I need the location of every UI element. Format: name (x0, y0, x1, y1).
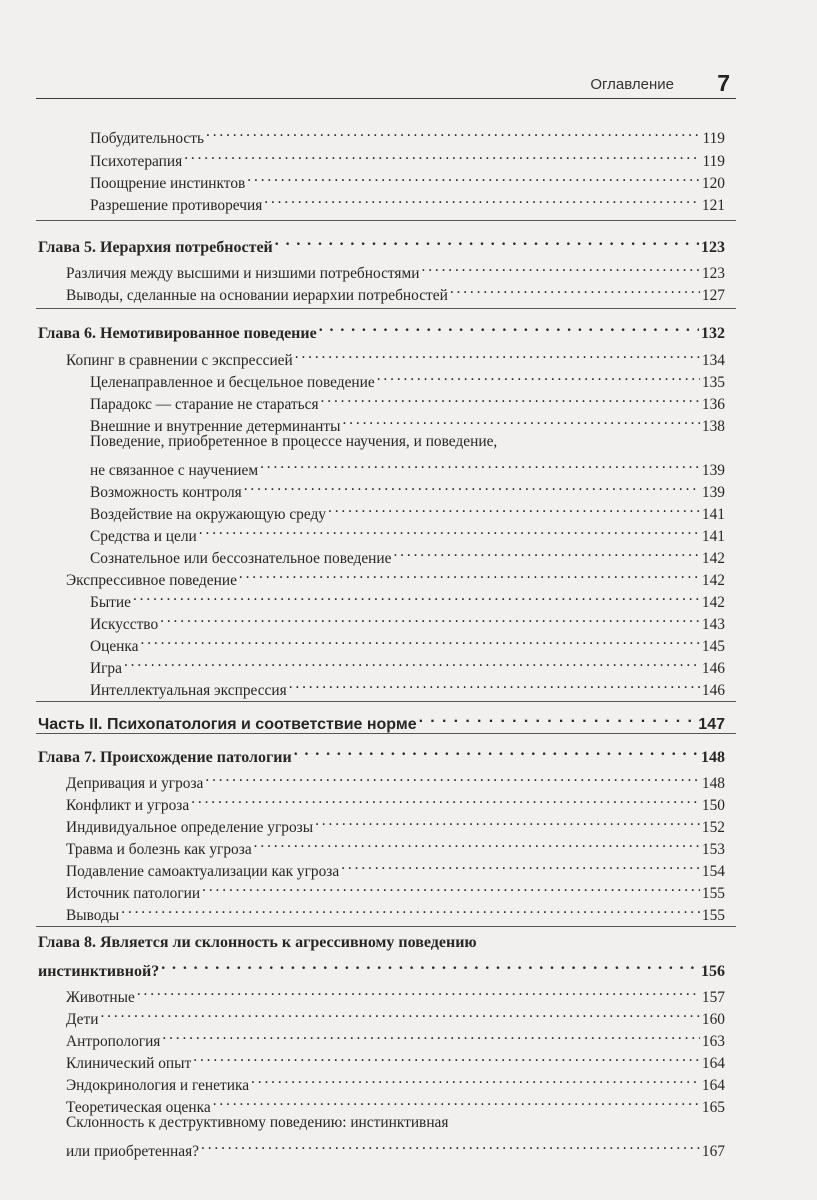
toc-entry[interactable] (66, 876, 725, 902)
toc-entry-title: Психотерапия (90, 153, 183, 170)
toc-entry-page: 148 (701, 749, 725, 766)
toc-leader (260, 453, 700, 475)
toc-entry-title: Травма и болезнь как угроза (66, 841, 252, 858)
toc-entry[interactable] (90, 365, 725, 391)
toc-entry[interactable] (66, 1090, 725, 1116)
toc-entry-page: 123 (701, 265, 725, 282)
toc-entry-title: Выводы (66, 907, 120, 924)
toc-leader (205, 766, 700, 788)
toc-entry-page: 147 (698, 716, 725, 733)
divider (36, 733, 736, 734)
toc-leader (202, 876, 700, 898)
toc-entry[interactable] (90, 673, 725, 699)
toc-entry-title: Возможность контроля (90, 484, 242, 501)
toc-leader (247, 166, 700, 188)
toc-leader (264, 188, 700, 210)
divider (36, 220, 736, 221)
toc-leader (199, 519, 700, 541)
toc-leader (419, 707, 697, 729)
toc-chapter-title: Глава 7. Происхождение патологии (38, 749, 292, 766)
toc-leader (341, 854, 700, 876)
toc-chapter-title: Глава 5. Иерархия потребностей (38, 239, 273, 256)
toc-chapter[interactable] (38, 316, 725, 342)
toc-entry[interactable] (90, 541, 725, 567)
toc-leader (289, 673, 700, 695)
toc-entry-title: Сознательное или бессознательное поведение (90, 550, 392, 567)
toc-entry-title: Источник патологии (66, 885, 201, 902)
toc-entry-title: Дети (66, 1011, 99, 1028)
toc-entry-page: 136 (701, 396, 725, 413)
toc-entry-page: 155 (701, 907, 725, 924)
toc-leader (100, 1002, 699, 1024)
toc-leader (321, 387, 700, 409)
toc-leader (206, 121, 700, 143)
page-number: 7 (717, 70, 730, 96)
toc-entry-title: Клинический опыт (66, 1055, 192, 1072)
toc-entry-title: Интеллектуальная экспрессия (90, 682, 287, 699)
toc-entry-page: 165 (701, 1099, 725, 1116)
toc-leader (244, 475, 700, 497)
toc-leader (275, 230, 699, 252)
toc-entry[interactable] (90, 519, 725, 545)
toc-leader (191, 788, 700, 810)
toc-entry-title: Антропология (66, 1033, 161, 1050)
toc-entry-page: 119 (702, 153, 725, 170)
toc-entry[interactable] (90, 409, 725, 435)
toc-entry[interactable] (90, 497, 725, 523)
toc-entry-page: 152 (701, 819, 725, 836)
toc-entry[interactable] (66, 766, 725, 792)
toc-entry-page: 139 (701, 462, 725, 479)
toc-entry[interactable] (90, 166, 725, 192)
toc-entry-page: 135 (701, 374, 725, 391)
toc-leader (294, 740, 699, 762)
toc-entry[interactable] (90, 188, 725, 214)
toc-entry[interactable] (90, 144, 725, 170)
toc-entry-page: 142 (701, 572, 725, 589)
toc-entry[interactable] (66, 898, 725, 924)
toc-chapter-title-line1: Глава 8. Является ли склонность к агрессивному поведению (38, 934, 477, 951)
toc-entry-title: Парадокс — старание не стараться (90, 396, 319, 413)
toc-leader (254, 832, 700, 854)
toc-entry[interactable] (66, 980, 725, 1006)
toc-entry-title: Игра (90, 660, 122, 677)
toc-entry-title: не связанное с научением (90, 462, 259, 479)
toc-entry-page: 164 (701, 1077, 725, 1094)
toc-entry-page: 141 (701, 506, 725, 523)
toc-entry-title: Депривация и угроза (66, 775, 204, 792)
toc-entry-page: 148 (701, 775, 725, 792)
toc-entry[interactable] (66, 832, 725, 858)
toc-entry-page: 146 (701, 682, 725, 699)
toc-entry-title: Индивидуальное определение угрозы (66, 819, 314, 836)
toc-entry[interactable] (66, 1002, 725, 1028)
toc-entry[interactable] (90, 121, 725, 147)
toc-entry-title: Бытие (90, 594, 131, 611)
toc-leader (121, 898, 700, 920)
toc-entry-title: Выводы, сделанные на основании иерархии потребностей (66, 287, 448, 304)
toc-entry-title: Животные (66, 989, 135, 1006)
toc-entry-title: Искусство (90, 616, 159, 633)
toc-entry[interactable] (66, 810, 725, 836)
toc-entry-page: 156 (701, 963, 725, 980)
toc-entry-page: 123 (701, 239, 725, 256)
toc-entry-page: 138 (701, 418, 725, 435)
toc-chapter-title: инстинктивной? (38, 963, 160, 980)
toc-leader (450, 278, 700, 300)
divider (36, 308, 736, 309)
toc-entry-title-line1: Склонность к деструктивному поведению: инстинктивная (66, 1114, 449, 1131)
toc-leader (184, 144, 700, 166)
toc-entry-title: Оценка (90, 638, 139, 655)
toc-leader (160, 607, 700, 629)
toc-entry-page: 157 (701, 989, 725, 1006)
toc-entry-page: 163 (701, 1033, 725, 1050)
toc-entry-title: Конфликт и угроза (66, 797, 190, 814)
toc-entry-page: 142 (701, 594, 725, 611)
toc-entry-page: 153 (701, 841, 725, 858)
toc-entry[interactable] (66, 1046, 725, 1072)
toc-entry-page: 141 (701, 528, 725, 545)
toc-entry-page: 164 (701, 1055, 725, 1072)
toc-leader (377, 365, 700, 387)
toc-entry-page: 150 (701, 797, 725, 814)
toc-entry-page: 160 (701, 1011, 725, 1028)
toc-entry-page: 121 (701, 197, 725, 214)
toc-entry-page: 145 (701, 638, 725, 655)
toc-leader (161, 954, 699, 976)
toc-entry-title: или приобретенная? (66, 1143, 199, 1160)
toc-entry-title: Копинг в сравнении с экспрессией (66, 352, 293, 369)
toc-leader (295, 343, 700, 365)
toc-leader (137, 980, 700, 1002)
toc-entry-page: 146 (701, 660, 725, 677)
toc-chapter[interactable] (38, 230, 725, 256)
toc-entry-title: Внешние и внутренние детерминанты (90, 418, 341, 435)
toc-leader (213, 1090, 700, 1112)
toc-entry-page: 120 (701, 175, 725, 192)
toc-entry-page: 167 (701, 1143, 725, 1160)
toc-entry-page: 132 (701, 325, 725, 342)
toc-entry-title: Различия между высшими и низшими потребностями (66, 265, 420, 282)
toc-entry[interactable] (66, 788, 725, 814)
toc-entry[interactable] (66, 278, 725, 304)
toc-leader (393, 541, 699, 563)
toc-leader (239, 563, 700, 585)
toc-entry-title: Средства и цели (90, 528, 197, 545)
toc-entry[interactable] (66, 1068, 725, 1094)
toc-entry-page: 142 (701, 550, 725, 567)
toc-leader (251, 1068, 700, 1090)
toc-entry-page: 143 (701, 616, 725, 633)
toc-entry-title: Воздействие на окружающую среду (90, 506, 327, 523)
toc-entry-title-line1: Поведение, приобретенное в процессе научения, и поведение, (90, 433, 498, 450)
running-header (36, 70, 736, 99)
toc-entry[interactable] (90, 651, 725, 677)
toc-entry[interactable] (66, 343, 725, 369)
toc-entry-title: Разрешение противоречия (90, 197, 263, 214)
toc-leader (162, 1024, 700, 1046)
toc-entry-title: Подавление самоактуализации как угроза (66, 863, 340, 880)
toc-leader (315, 810, 700, 832)
toc-entry[interactable] (90, 475, 725, 501)
toc-entry[interactable] (90, 585, 725, 611)
toc-chapter[interactable] (38, 954, 725, 980)
toc-entry-page: 127 (701, 287, 725, 304)
toc-entry[interactable] (66, 1024, 725, 1050)
toc-entry-page: 154 (701, 863, 725, 880)
toc-entry-page: 139 (701, 484, 725, 501)
toc-entry[interactable] (66, 854, 725, 880)
toc-entry[interactable] (66, 563, 725, 589)
toc-entry[interactable] (90, 387, 725, 413)
toc-chapter[interactable] (38, 740, 725, 766)
toc-part-title: Часть II. Психопатология и соответствие норме (38, 716, 417, 733)
toc-entry-title: Целенаправленное и бесцельное поведение (90, 374, 375, 391)
toc-entry-page: 134 (701, 352, 725, 369)
toc-leader (124, 651, 700, 673)
toc-entry[interactable] (66, 1134, 725, 1160)
toc-leader (133, 585, 700, 607)
toc-leader (328, 497, 700, 519)
header-title: Оглавление (590, 76, 674, 93)
toc-leader (342, 409, 699, 431)
toc-chapter-title: Глава 6. Немотивированное поведение (38, 325, 317, 342)
toc-entry[interactable] (90, 607, 725, 633)
toc-entry-title: Побудительность (90, 130, 204, 147)
toc-entry[interactable] (66, 256, 725, 282)
toc-entry-page: 155 (701, 885, 725, 902)
divider (36, 701, 736, 702)
toc-entry-title: Экспрессивное поведение (66, 572, 237, 589)
divider (36, 926, 736, 927)
toc-leader (319, 316, 699, 338)
toc-leader (422, 256, 700, 278)
toc-entry-title: Теоретическая оценка (66, 1099, 211, 1116)
toc-leader (141, 629, 700, 651)
toc-entry-title: Поощрение инстинктов (90, 175, 246, 192)
toc-leader (193, 1046, 700, 1068)
toc-entry-page: 119 (702, 130, 725, 147)
toc-entry[interactable] (90, 453, 725, 479)
toc-leader (201, 1134, 700, 1156)
toc-part[interactable] (38, 707, 725, 733)
toc-entry[interactable] (90, 629, 725, 655)
toc-entry-title: Эндокринология и генетика (66, 1077, 250, 1094)
